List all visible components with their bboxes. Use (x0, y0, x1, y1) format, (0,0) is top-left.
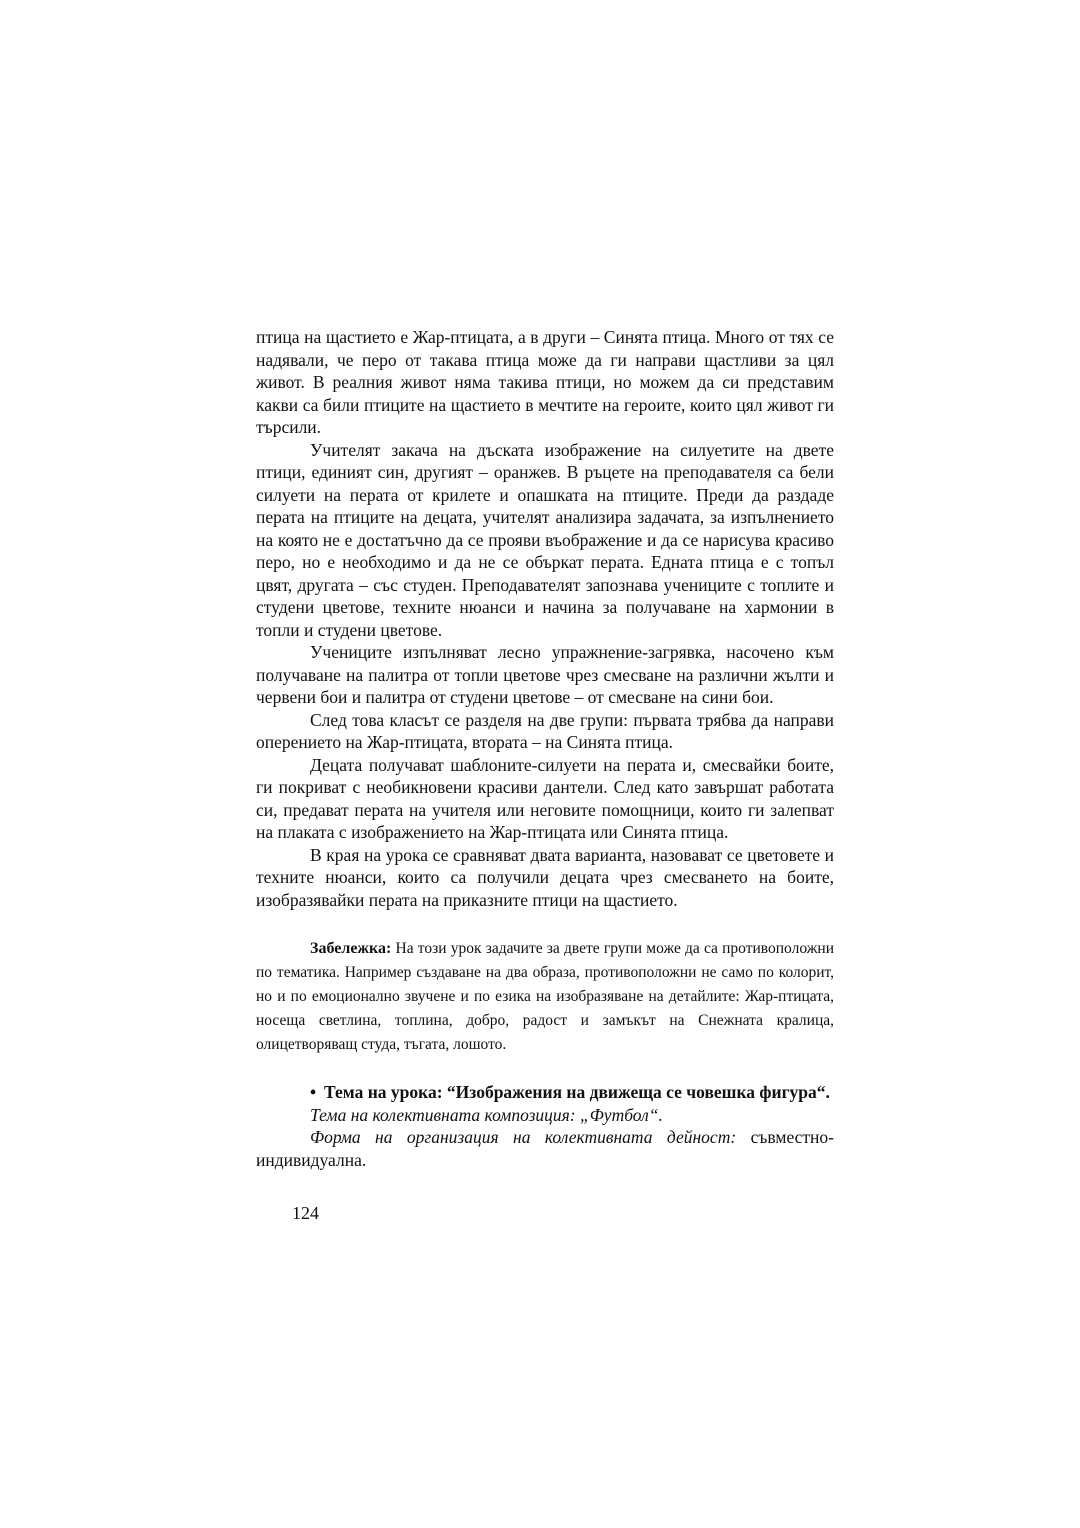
paragraph-5: Децата получават шаблоните-силуети на перата и, смесвайки боите, ги покриват с необикновени красиви дантели. След като завършат работата си, предават перата на учителя или неговите помощници, които ги залепват на плаката с изображението на Жар-птицата или Синята птица. (256, 754, 834, 842)
main-text-column (256, 326, 834, 1171)
paragraph-1: птица на щастието е Жар-птицата, а в други – Синята птица. Много от тях се надявали, че перо от такава птица може да ги направи щастливи за цял живот. В реалния живот няма такива птици, но можем да си представим какви са били птиците на щастието в мечтите на героите, които цял живот ги търсили. (256, 327, 834, 437)
lesson-block (256, 1081, 834, 1171)
paragraph-6: В края на урока се сравняват двата варианта, назовават се цветовете и техните нюанси, които са получили децата чрез смесването на боите, изобразявайки перата на приказните птици на щастието. (256, 844, 834, 910)
paragraph-4: След това класът се разделя на две групи: първата трябва да направи оперението на Жар-птицата, втората – на Синята птица. (256, 709, 834, 752)
organization-label: Форма на организация на колективната дейност: (310, 1127, 737, 1147)
paragraph-3: Учениците изпълняват лесно упражнение-загрявка, насочено към получаване на палитра от топли цветове чрез смесване на различни жълти и червени бои и палитра от студени цветове – от смесване на сини бои. (256, 642, 834, 707)
lesson-title-line (256, 1081, 834, 1104)
lesson-title: Тема на урока: “Изображения на движеща се човешка фигура“. (324, 1082, 830, 1102)
organization-form (256, 1126, 834, 1171)
organization-value: съвместно-индивидуална. (256, 1127, 835, 1170)
note-text: На този урок задачите за двете групи може да са противоположни по тематика. Например създаване на два образа, противоположни не само по колорит, но и по емоционално звучене и по езика на изобразяване на детайлите: Жар-птицата, носеща светлина, топлина, добро, радост и замъкът на Снежната кралица, олицетворяващ студа, тъгата, лошото. (256, 940, 834, 1053)
note-block (256, 937, 834, 1057)
page-number: 124 (292, 1203, 319, 1223)
paragraph-2: Учителят закача на дъската изображение на силуетите на двете птици, единият син, другият – оранжев. В ръцете на преподавателя са бели силуети на перата от крилете и опашката на птиците. Преди да раздаде перата на птиците на децата, учителят анализира задачата, за изпълнението на която не е достатъчно да се прояви въображение и да се нарисува красиво перо, но е необходимо и да не се объркат перата. Едната птица е с топъл цвят, другата – със студен. Преподавателят запознава учениците с топлите и студени цветове, техните нюанси и начина за получаване на хармонии в топли и студени цветове. (256, 439, 834, 640)
note-label: Забележка: (310, 940, 392, 957)
composition-theme: Тема на колективната композиция: „Футбол“. (310, 1104, 663, 1125)
bullet-icon: • (310, 1082, 317, 1102)
